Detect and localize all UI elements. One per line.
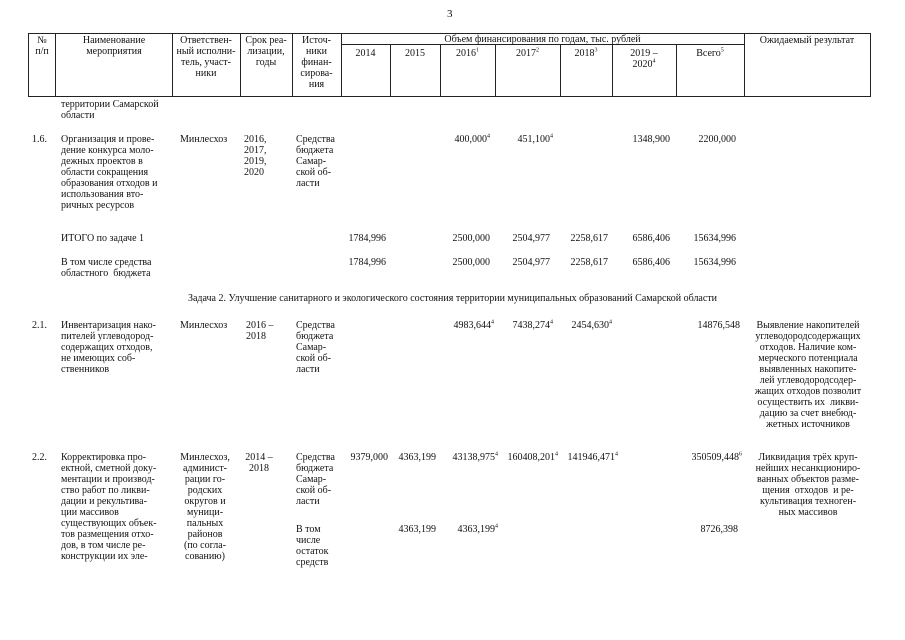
row-2-2-2016: 43138,975$^4$: [452, 451, 498, 463]
header-year-2019-2020: 2019 – 2020$^4$: [630, 48, 658, 70]
row-2-2-remainder-2015: 4363,199: [398, 524, 436, 535]
row-2-2-number: 2.2.: [32, 452, 47, 463]
row-1-6-2017: 451,100$^4$: [517, 133, 553, 145]
itogo-2019-2020: 6586,406: [632, 233, 670, 244]
row-2-1-number: 2.1.: [32, 320, 47, 331]
header-year-2017: 2017$^2$: [516, 47, 539, 59]
row-2-2-term: 2014 – 2018: [245, 452, 273, 474]
row-2-1-responsible: Минлесхоз: [180, 320, 228, 331]
incl-2014: 1784,996: [348, 257, 386, 268]
header-term: Срок реа- лизации, годы: [245, 35, 287, 68]
row-1-6-source: Средства бюджета Самар- ской об- ласти: [296, 134, 335, 189]
header-name: Наименование мероприятия: [82, 35, 146, 57]
row-2-2-total: 350509,448$^6$: [691, 451, 742, 463]
header-result: Ожидаемый результат: [759, 35, 855, 46]
row-2-1-result: Выявление накопителей углеводородсодержащих отходов. Наличие ком- мерческого потенциала выявленных накопите- лей углеводородсодер- жащих отходов позволит осуществить их ликви- дацию за счет внебюд- жетных источников: [754, 320, 862, 430]
itogo-2017: 2504,977: [512, 233, 550, 244]
row-2-2-result: Ликвидация трёх круп- нейших несанкциониро- ванных объектов разме- щения отходов и ре- культивация техноген- ных массивов: [755, 452, 861, 518]
border-right: [870, 33, 871, 97]
incl-2018: 2258,617: [570, 257, 608, 268]
row-2-2-source-remainder: В том числе остаток средств: [296, 524, 329, 568]
row-2-2-remainder-total: 8726,398: [700, 524, 738, 535]
header-source: Источ- ники финан- сирова- ния: [300, 35, 333, 90]
row-2-2-remainder-2016: 4363,199$^4$: [457, 523, 498, 535]
row-2-2-2014: 9379,000: [350, 452, 388, 463]
row-2-2-source-budget: Средства бюджета Самар- ской об- ласти: [296, 452, 335, 507]
incl-2017: 2504,977: [512, 257, 550, 268]
row-2-1-term: 2016 – 2018: [246, 320, 274, 342]
row-2-2-2018: 141946,471$^4$: [567, 451, 618, 463]
row-2-1-source: Средства бюджета Самар- ской об- ласти: [296, 320, 335, 375]
itogo-label: ИТОГО по задаче 1: [61, 233, 145, 244]
itogo-2014: 1784,996: [348, 233, 386, 244]
header-responsible: Ответствен- ный исполни- тель, участ- ники: [176, 35, 236, 79]
continued-name-text: территории Самарской области: [61, 99, 159, 121]
row-2-1-2018: 2454,630$^4$: [571, 319, 612, 331]
row-1-6-2019-2020: 1348,900: [632, 134, 670, 145]
header-year-2014: 2014: [355, 48, 376, 59]
row-2-2-name: Корректировка про- ектной, сметной доку- ментации и производ- ство работ по ликви- дации и рекультива- ции массивов существующих объек- тов размещения отхо- дов, в том числе ре- конструкции их эле-: [61, 452, 157, 562]
header-year-2016: 2016$^1$: [456, 47, 479, 59]
incl-label: В том числе средства областного бюджета: [61, 257, 152, 279]
row-2-1-name: Инвентаризация нако- пителей углеводород- содержащих отходов, не имеющих соб- ственников: [61, 320, 156, 375]
incl-total: 15634,996: [693, 257, 736, 268]
header-funding: Объем финансирования по годам, тыс. рублей: [444, 34, 641, 45]
page-number: 3: [447, 8, 453, 20]
row-2-1-2016: 4983,644$^4$: [453, 319, 494, 331]
row-1-6-responsible: Минлесхоз: [180, 134, 228, 145]
row-2-2-2017: 160408,201$^4$: [507, 451, 558, 463]
row-2-1-total: 14876,548: [697, 320, 740, 331]
header-year-2018: 2018$^3$: [574, 47, 598, 59]
row-2-2-2015: 4363,199: [398, 452, 436, 463]
task-2-title: Задача 2. Улучшение санитарного и экологического состояния территории муниципальных образований Самарской области: [187, 293, 718, 304]
incl-2016: 2500,000: [452, 257, 490, 268]
incl-2019-2020: 6586,406: [632, 257, 670, 268]
row-2-1-2017: 7438,274$^4$: [512, 319, 553, 331]
itogo-2018: 2258,617: [570, 233, 608, 244]
row-1-6-number: 1.6.: [32, 134, 47, 145]
itogo-2016: 2500,000: [452, 233, 490, 244]
header-year-2015: 2015: [405, 48, 425, 59]
header-number: № п/п: [35, 35, 49, 57]
row-1-6-total: 2200,000: [698, 134, 736, 145]
row-1-6-name: Организация и прове- дение конкурса моло- дежных проектов в области сокращения образования отходов и использования вто- ричных ресурсов: [61, 134, 158, 211]
itogo-total: 15634,996: [693, 233, 736, 244]
row-1-6-term: 2016, 2017, 2019, 2020: [244, 134, 267, 178]
row-2-2-responsible: Минлесхоз, админист- рации го- родских округов и муници- пальных районов (по согла- сованию): [180, 452, 230, 562]
header-total: Всего$^5$: [696, 47, 724, 59]
row-1-6-2016: 400,000$^4$: [454, 133, 490, 145]
